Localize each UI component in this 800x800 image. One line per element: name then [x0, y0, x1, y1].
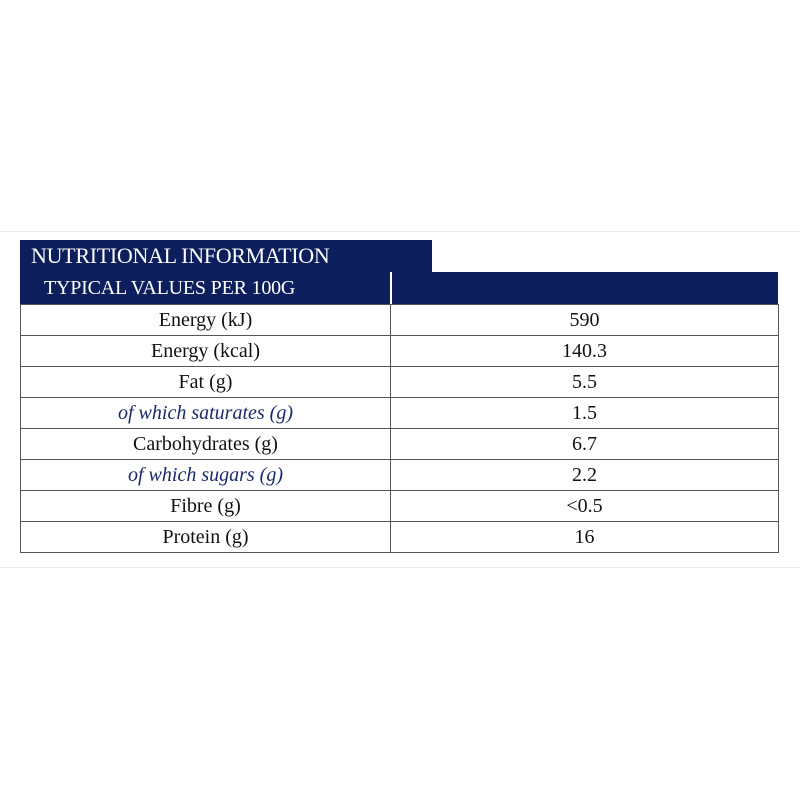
table-row [21, 398, 779, 429]
nutrient-label: Protein (g) [21, 522, 391, 553]
nutrient-label: Fat (g) [21, 367, 391, 398]
nutrient-label: Energy (kJ) [21, 305, 391, 336]
nutrient-label: Carbohydrates (g) [21, 429, 391, 460]
nutrient-value: 5.5 [391, 367, 779, 398]
bottom-divider [0, 567, 800, 568]
nutrient-value: 140.3 [391, 336, 779, 367]
nutrition-table [20, 304, 779, 553]
nutrient-value: 6.7 [391, 429, 779, 460]
table-title: NUTRITIONAL INFORMATION [20, 240, 432, 272]
table-row [21, 367, 779, 398]
header-typical-values: TYPICAL VALUES PER 100G [20, 272, 390, 304]
table-row [21, 336, 779, 367]
nutrient-sublabel: of which sugars (g) [21, 460, 391, 491]
table-row [21, 491, 779, 522]
nutrient-sublabel: of which saturates (g) [21, 398, 391, 429]
table-row [21, 460, 779, 491]
nutrient-label: Energy (kcal) [21, 336, 391, 367]
nutrient-value: 2.2 [391, 460, 779, 491]
table-row [21, 305, 779, 336]
table-row [21, 429, 779, 460]
nutrient-label: Fibre (g) [21, 491, 391, 522]
table-header-row [20, 272, 778, 304]
top-divider [0, 231, 800, 232]
nutrient-value: 1.5 [391, 398, 779, 429]
nutrient-value: 16 [391, 522, 779, 553]
header-value-column [392, 272, 778, 304]
nutrient-value: <0.5 [391, 491, 779, 522]
table-row [21, 522, 779, 553]
nutrient-value: 590 [391, 305, 779, 336]
